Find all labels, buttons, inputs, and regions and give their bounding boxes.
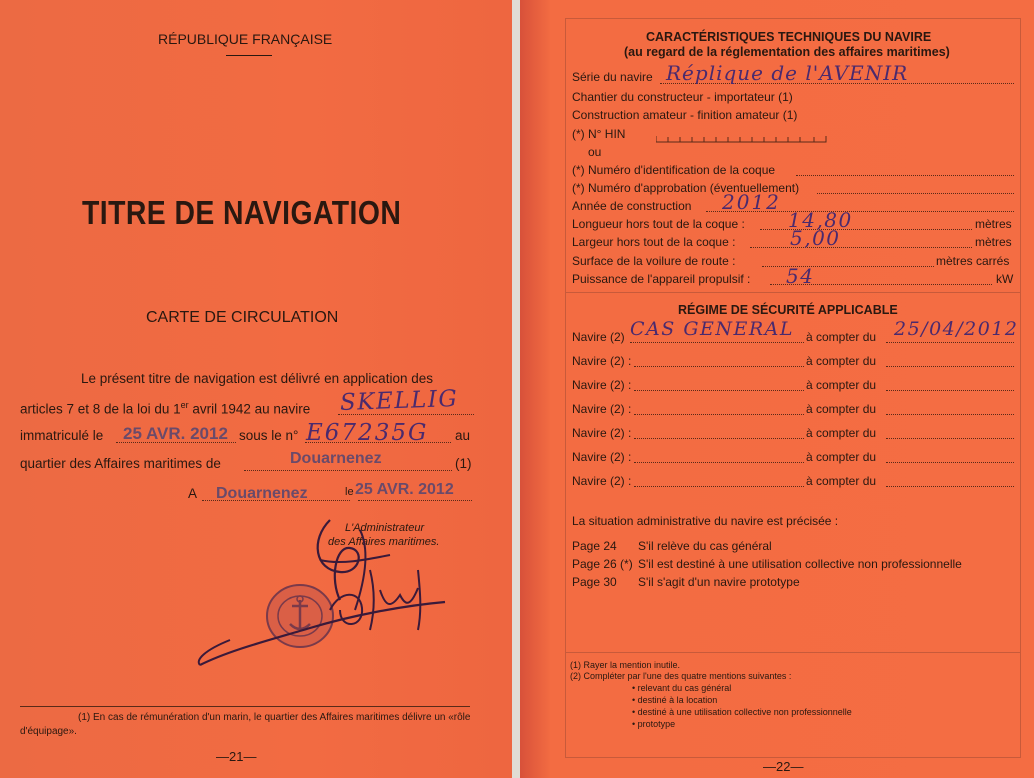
serie-label: Série du navire [572, 70, 653, 84]
longueur-unit: mètres [975, 217, 1012, 231]
largeur-line [750, 247, 972, 248]
notes-divider [565, 652, 1020, 653]
right-page [520, 0, 1034, 778]
annee-value: 2012 [722, 190, 781, 214]
bullet-item: • relevant du cas général [632, 683, 732, 693]
surface-label: Surface de la voilure de route : [572, 254, 736, 268]
regime-row-date: 25/04/2012 [894, 318, 1019, 340]
le-label: le [345, 486, 354, 498]
approbation-label: (*) Numéro d'approbation (éventuellement) [572, 181, 800, 195]
document-subtitle: CARTE DE CIRCULATION [146, 309, 339, 326]
regime-row-compter: à compter du [806, 330, 877, 344]
admin-line-2: des Affaires maritimes. [328, 536, 440, 548]
bullet-text: prototype [637, 719, 676, 729]
largeur-value: 5,00 [790, 226, 841, 250]
left-page [0, 0, 512, 778]
regime-row-compter: à compter du [806, 426, 877, 440]
para-line-2-sup: er [180, 400, 189, 410]
page-number-left: —21— [216, 749, 257, 764]
largeur-label: Largeur hors tout de la coque : [572, 235, 736, 249]
coque-id-label: (*) Numéro d'identification de la coque [572, 163, 776, 177]
hin-boxes-icon [656, 134, 828, 144]
regime-row-compter: à compter du [806, 450, 877, 464]
para-line-1: Le présent titre de navigation est délivré en application des [81, 371, 433, 386]
regime-row-compter: à compter du [806, 402, 877, 416]
bullet-text: relevant du cas général [637, 683, 732, 693]
annee-label: Année de construction [572, 199, 692, 213]
immat-date-stamp: 25 AVR. 2012 [123, 424, 228, 443]
regime-row-label: Navire (2) : [572, 426, 632, 440]
puissance-label: Puissance de l'appareil propulsif : [572, 272, 751, 286]
page-ref-number: Page 24 [572, 539, 617, 553]
regime-row-compter: à compter du [806, 378, 877, 392]
bullet-item: • destiné à une utilisation collective non professionnelle [632, 707, 852, 717]
regime-row-label: Navire (2) : [572, 354, 632, 368]
regime-row-date-line [886, 438, 1014, 439]
page-ref-number: Page 30 [572, 575, 617, 589]
le-date-stamp: 25 AVR. 2012 [355, 481, 454, 498]
para-line-2-text: articles 7 et 8 de la loi du 1 [20, 401, 181, 417]
regime-row-label: Navire (2) : [572, 474, 632, 488]
construction-label: Construction amateur - finition amateur (1) [572, 108, 798, 122]
chantier-label: Chantier du constructeur - importateur (1) [572, 90, 793, 104]
regime-title: RÉGIME DE SÉCURITÉ APPLICABLE [678, 303, 898, 317]
page-ref-text: S'il est destiné à une utilisation collective non professionnelle [638, 557, 962, 571]
a-place-stamp: Douarnenez [216, 485, 308, 502]
regime-row-value: CAS GENERAL [630, 318, 795, 340]
regime-row-label: Navire (2) : [572, 450, 632, 464]
bullet-text: destiné à la location [637, 695, 718, 705]
regime-row-date-line [886, 390, 1014, 391]
situation-line: La situation administrative du navire est précisée : [572, 514, 839, 528]
vessel-name: SKELLIG [339, 385, 459, 417]
signature-icon [190, 510, 460, 680]
binding-gap [512, 0, 520, 778]
tech-subheader: (au regard de la réglementation des affaires maritimes) [624, 45, 950, 59]
puissance-unit: kW [996, 272, 1014, 286]
republic-header: RÉPUBLIQUE FRANÇAISE [158, 31, 333, 47]
regime-row-label: Navire (2) : [572, 378, 632, 392]
registration-number: E67235G [306, 420, 429, 446]
republic-underline [226, 55, 272, 56]
regime-row-compter: à compter du [806, 354, 877, 368]
quartier-stamp: Douarnenez [290, 450, 382, 467]
document-title: TITRE DE NAVIGATION [82, 194, 402, 231]
footnote: (1) En cas de rémunération d'un marin, le quartier des Affaires maritimes délivre un «rôle d'équipage». [20, 712, 471, 737]
bullet-text: destiné à une utilisation collective non professionnelle [637, 707, 852, 717]
note-2: (2) Compléter par l'une des quatre mentions suivantes : [570, 671, 792, 681]
quartier-label: quartier des Affaires maritimes de [20, 456, 221, 471]
longueur-label: Longueur hors tout de la coque : [572, 217, 745, 231]
regime-row-line [634, 462, 804, 463]
regime-row-date-line [886, 486, 1014, 487]
au-label: au [455, 428, 471, 443]
regime-row-label: Navire (2) : [572, 402, 632, 416]
regime-row-compter: à compter du [806, 474, 877, 488]
admin-line-1: L'Administrateur [345, 522, 425, 534]
regime-row-line [630, 342, 804, 343]
regime-row-line [634, 486, 804, 487]
regime-row-line [634, 390, 804, 391]
approbation-line [817, 193, 1014, 194]
page-ref-text: S'il relève du cas général [638, 539, 772, 553]
regime-row-date-line [886, 462, 1014, 463]
bullet-item: • prototype [632, 719, 676, 729]
regime-row-date-line [886, 342, 1014, 343]
regime-row-date-line [886, 366, 1014, 367]
quartier-line [244, 470, 452, 471]
page-ref-number: Page 26 (*) [572, 557, 633, 571]
ou-label: ou [588, 145, 602, 159]
page-ref-text: S'il s'agit d'un navire prototype [638, 575, 800, 589]
immat-label: immatriculé le [20, 428, 104, 443]
regime-row-line [634, 438, 804, 439]
para-line-2 [20, 400, 310, 417]
bullet-item: • destiné à la location [632, 695, 718, 705]
note-ref: (1) [455, 456, 472, 471]
footnote-rule [20, 706, 470, 707]
note-1: (1) Rayer la mention inutile. [570, 660, 681, 670]
largeur-unit: mètres [975, 235, 1012, 249]
le-date-line [358, 500, 472, 501]
regime-row-date-line [886, 414, 1014, 415]
longueur-value: 14,80 [788, 208, 853, 232]
frame-divider [565, 292, 1020, 293]
regime-row-line [634, 366, 804, 367]
a-label: A [188, 486, 198, 501]
puissance-value: 54 [786, 264, 815, 288]
coque-id-line [796, 175, 1014, 176]
surface-unit: mètres carrés [936, 254, 1010, 268]
serie-value: Réplique de l'AVENIR [666, 61, 909, 85]
page-number-right: —22— [763, 759, 804, 774]
regime-row-line [634, 414, 804, 415]
hin-label: (*) N° HIN [572, 127, 626, 141]
para-line-2-text-b: avril 1942 au navire [188, 401, 311, 417]
right-page-frame [565, 18, 1021, 758]
regime-row-label: Navire (2) [572, 330, 625, 344]
tech-header: CARACTÉRISTIQUES TECHNIQUES DU NAVIRE [646, 30, 932, 44]
sous-label: sous le n° [239, 428, 299, 443]
